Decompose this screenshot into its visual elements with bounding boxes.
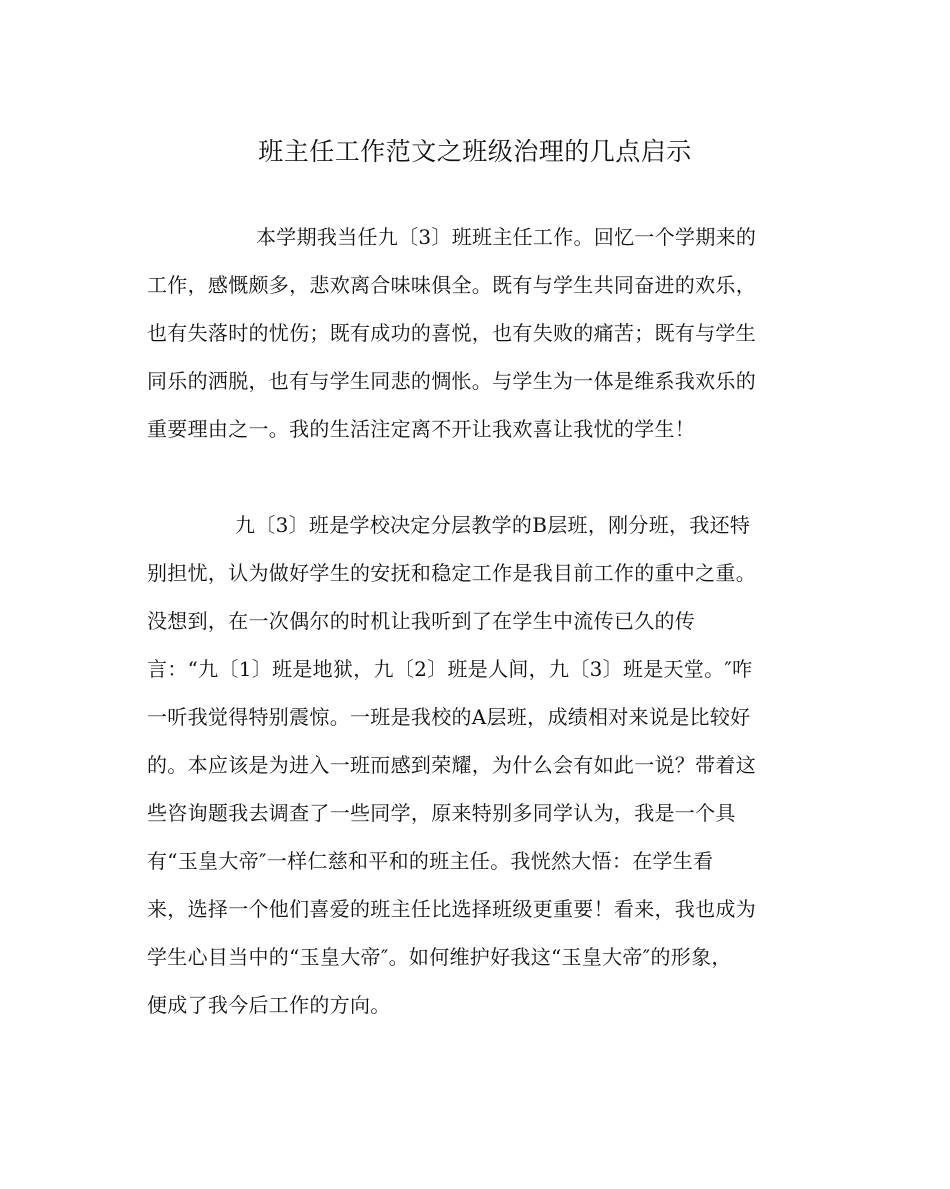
document-title: 班主任工作范文之班级治理的几点启示 [258, 137, 692, 166]
paragraph-line: 工作，感慨颇多，悲欢离合味味俱全。既有与学生共同奋进的欢乐， [147, 273, 756, 297]
paragraph-line: 有“玉皇大帝″一样仁慈和平和的班主任。我恍然大悟：在学生看 [147, 849, 714, 873]
paragraph-line: 没想到，在一次偶尔的时机让我听到了在学生中流传已久的传 [147, 609, 696, 633]
paragraph-line: 重要理由之一。我的生活注定离不开让我欢喜让我忧的学生！ [147, 417, 696, 441]
paragraph-line: 些咨询题我去调查了一些同学，原来特别多同学认为，我是一个具 [147, 801, 736, 825]
paragraph-line: 也有失落时的忧伤；既有成功的喜悦，也有失败的痛苦；既有与学生 [147, 321, 756, 345]
paragraph-line: 一听我觉得特别震惊。一班是我校的A层班，成绩相对来说是比较好 [147, 705, 751, 729]
paragraph-line: 同乐的洒脱，也有与学生同悲的惆怅。与学生为一体是维系我欢乐的 [147, 369, 756, 393]
paragraph-line: 便成了我今后工作的方向。 [147, 993, 391, 1017]
paragraph-line: 本学期我当任九〔3〕班班主任工作。回忆一个学期来的 [256, 225, 757, 249]
paragraph-line: 学生心目当中的“玉皇大帝″。如何维护好我这“玉皇大帝″的形象， [147, 945, 732, 969]
paragraph-line: 的。本应该是为进入一班而感到荣耀，为什么会有如此一说？带着这 [147, 753, 756, 777]
paragraph-line: 来，选择一个他们喜爱的班主任比选择班级更重要！看来，我也成为 [147, 897, 756, 921]
paragraph-line: 别担忧，认为做好学生的安抚和稳定工作是我目前工作的重中之重。 [147, 561, 756, 585]
paragraph-line: 言：“九〔1〕班是地狱，九〔2〕班是人间，九〔3〕班是天堂。″咋 [147, 657, 753, 681]
paragraph-line: 九〔3〕班是学校决定分层教学的B层班，刚分班，我还特 [235, 513, 751, 537]
